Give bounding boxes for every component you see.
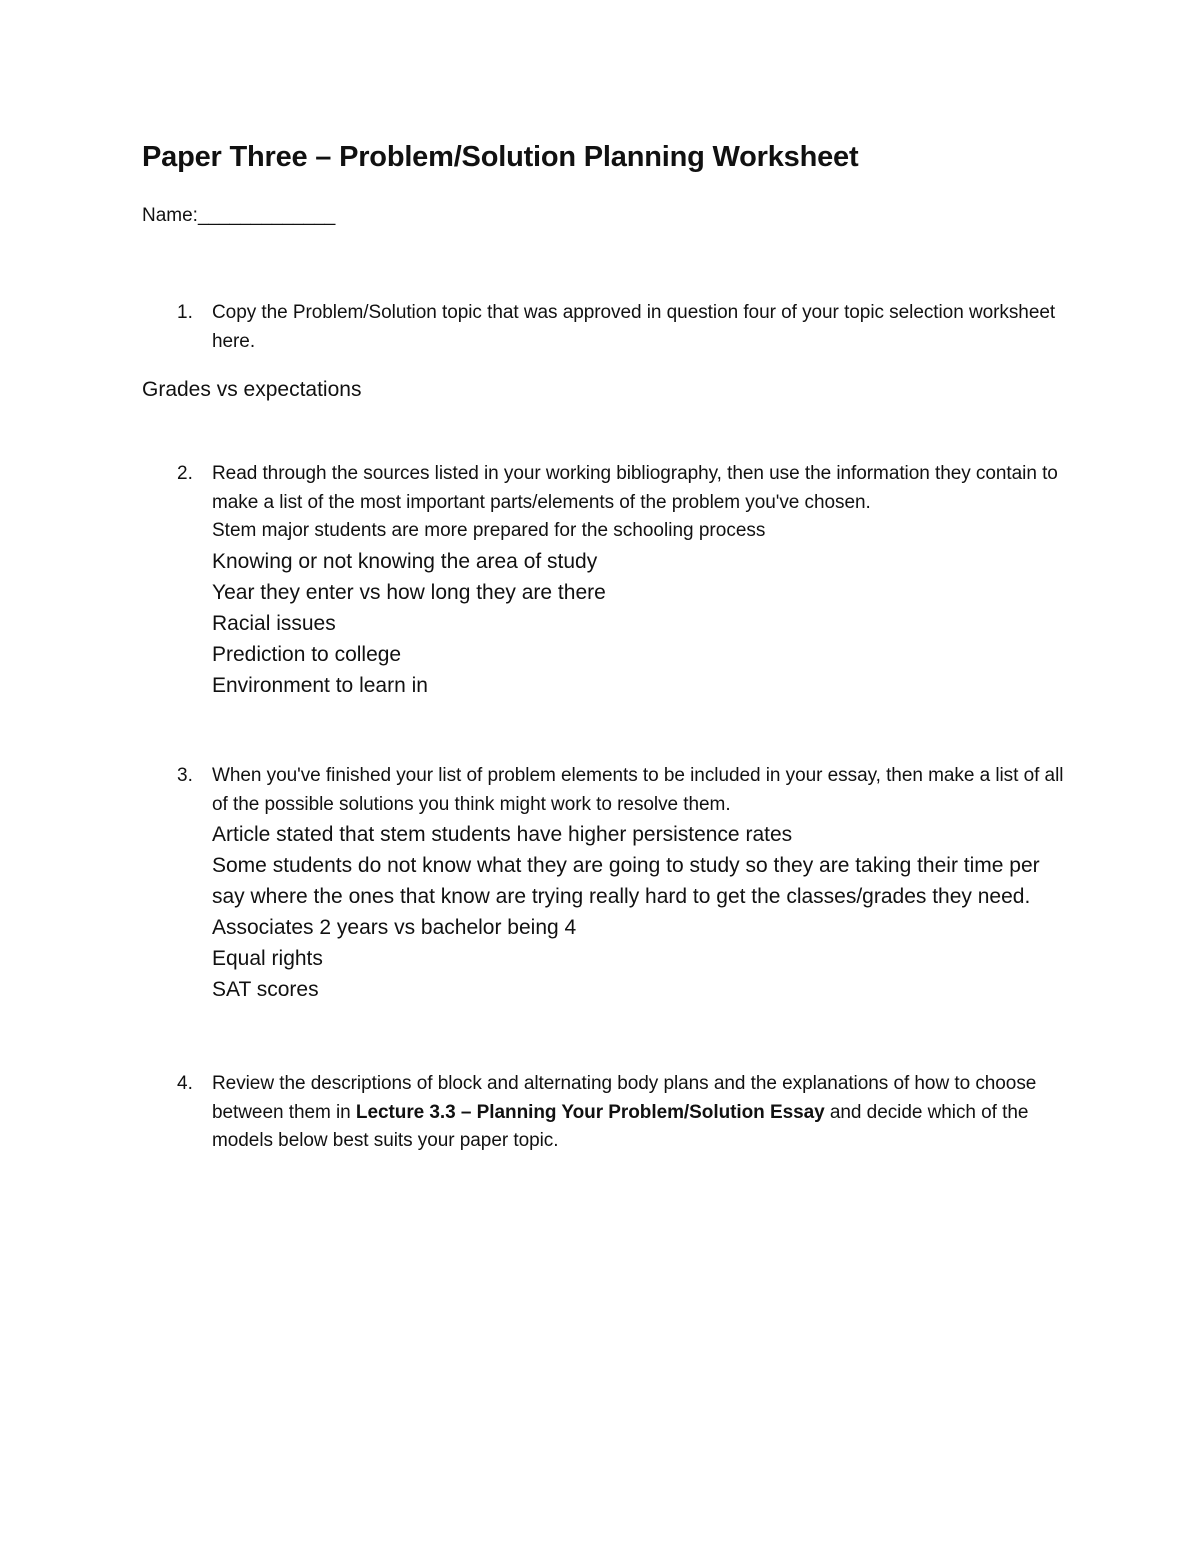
question-number: 2. — [177, 463, 193, 484]
topic-answer: Grades vs expectations — [142, 378, 362, 401]
answer-item: Stem major students are more prepared for the schooling process — [212, 520, 766, 541]
answer-item: Article stated that stem students have higher persistence rates — [212, 823, 793, 846]
question-3 — [172, 762, 1072, 1005]
question-4 — [172, 1070, 1072, 1156]
answer-list — [212, 517, 1072, 701]
name-field-label: Name:_____________ — [142, 205, 336, 226]
answer-item: Some students do not know what they are going to study so they are taking their time per say where the ones that know are trying really hard to get the classes/grades they need. — [212, 854, 1040, 908]
answer-item: SAT scores — [212, 978, 319, 1001]
question-2 — [172, 460, 1072, 701]
page-title: Paper Three – Problem/Solution Planning Worksheet — [142, 141, 859, 173]
question-prompt: When you've finished your list of problem elements to be included in your essay, then make a list of all of the possible solutions you think might work to resolve them. — [212, 765, 1064, 815]
answer-item: Environment to learn in — [212, 673, 428, 697]
answer-item: Knowing or not knowing the area of study — [212, 549, 598, 573]
question-prompt: Read through the sources listed in your working bibliography, then use the information they contain to make a list of the most important parts/elements of the problem you've chosen. — [212, 463, 1058, 513]
answer-item: Year they enter vs how long they are there — [212, 580, 606, 604]
question-prompt: Copy the Problem/Solution topic that was approved in question four of your topic selection worksheet here. — [212, 302, 1056, 352]
question-1 — [172, 299, 1072, 356]
answer-item: Prediction to college — [212, 642, 402, 666]
answer-item: Equal rights — [212, 947, 323, 970]
question-number: 3. — [177, 765, 193, 786]
question-prompt: Review the descriptions of block and alternating body plans and the explanations of how to choose between them in Lecture 3.3 – Planning Your Problem/Solution Essay and decide which of the models below best suits your paper topic. — [212, 1073, 1037, 1151]
lecture-reference: Lecture 3.3 – Planning Your Problem/Solution Essay — [355, 1101, 825, 1123]
answer-item: Associates 2 years vs bachelor being 4 — [212, 916, 577, 939]
question-number: 4. — [177, 1073, 193, 1094]
answer-list — [212, 819, 1072, 1005]
answer-item: Racial issues — [212, 611, 336, 635]
question-number: 1. — [177, 302, 193, 323]
